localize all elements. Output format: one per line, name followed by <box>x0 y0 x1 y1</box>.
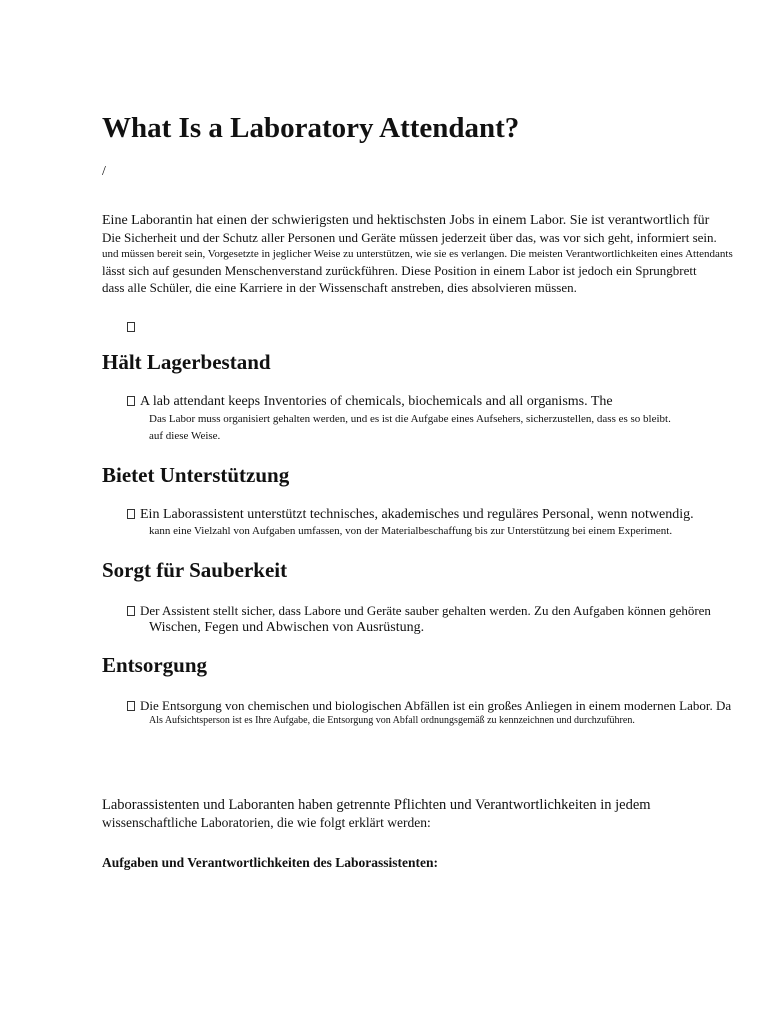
section-heading-inventory: Hält Lagerbestand <box>102 350 271 374</box>
bullet-box-icon <box>127 701 135 711</box>
section-text: A lab attendant keeps Inventories of chemicals, biochemicals and all organisms. The <box>140 394 613 409</box>
section-text: Ein Laborassistent unterstützt technisches, akademisches und reguläres Personal, wenn notwendig. <box>140 507 694 522</box>
intro-line: und müssen bereit sein, Vorgesetzte in jeglicher Weise zu unterstützen, wie sie es verlangen. Die meisten Verantwortlichkeiten eines Attendants <box>102 248 733 260</box>
responsibilities-subheading: Aufgaben und Verantwortlichkeiten des Laborassistenten: <box>102 855 439 870</box>
intro-line: Die Sicherheit und der Schutz aller Personen und Geräte müssen jederzeit über das, was vor sich geht, informiert sein. <box>102 230 717 245</box>
section-support-line1 <box>127 507 694 523</box>
section-heading-cleanliness: Sorgt für Sauberkeit <box>102 558 288 582</box>
section-heading-support: Bietet Unterstützung <box>102 463 290 487</box>
outro-paragraph <box>102 797 651 831</box>
bullet-box-icon <box>127 606 135 616</box>
page-title: What Is a Laboratory Attendant? <box>102 112 520 144</box>
intro-paragraph <box>102 212 733 296</box>
section-heading-disposal: Entsorgung <box>102 653 208 677</box>
section-disposal-line2: Als Aufsichtsperson ist es Ihre Aufgabe, die Entsorgung von Abfall ordnungsgemäß zu kennzeichnen und durchzuführen. <box>149 715 635 726</box>
bullet-box-icon <box>127 509 135 519</box>
intro-line: Eine Laborantin hat einen der schwierigsten und hektischsten Jobs in einem Labor. Sie ist verantwortlich für <box>102 213 710 228</box>
bullet-placeholder <box>127 318 140 336</box>
section-support-line2: kann eine Vielzahl von Aufgaben umfassen, von der Materialbeschaffung bis zur Unterstützung bei einem Experiment. <box>149 525 673 537</box>
section-inventory-line1 <box>127 394 613 410</box>
section-inventory-line2: Das Labor muss organisiert gehalten werden, und es ist die Aufgabe eines Aufsehers, sicherzustellen, dass es so bleibt. <box>149 413 671 425</box>
intro-line: lässt sich auf gesunden Menschenverstand zurückführen. Diese Position in einem Labor ist jedoch ein Sprungbrett <box>102 263 697 278</box>
section-cleanliness-line2: Wischen, Fegen und Abwischen von Ausrüstung. <box>149 620 425 635</box>
outro-line: wissenschaftliche Laboratorien, die wie folgt erklärt werden: <box>102 815 431 830</box>
bullet-box-icon <box>127 322 135 332</box>
slash-marker: / <box>102 164 106 179</box>
bullet-box-icon <box>127 396 135 406</box>
outro-line: Laborassistenten und Laboranten haben getrennte Pflichten und Verantwortlichkeiten in jedem <box>102 797 651 813</box>
section-inventory-line3: auf diese Weise. <box>149 430 221 442</box>
section-disposal-line1 <box>127 698 731 715</box>
section-text: Der Assistent stellt sicher, dass Labore und Geräte sauber gehalten werden. Zu den Aufgaben können gehören <box>140 603 711 618</box>
section-cleanliness-line1 <box>127 603 711 620</box>
intro-line: dass alle Schüler, die eine Karriere in der Wissenschaft anstreben, dies absolvieren müssen. <box>102 280 577 295</box>
section-text: Die Entsorgung von chemischen und biologischen Abfällen ist ein großes Anliegen in einem modernen Labor. Da <box>140 698 732 713</box>
